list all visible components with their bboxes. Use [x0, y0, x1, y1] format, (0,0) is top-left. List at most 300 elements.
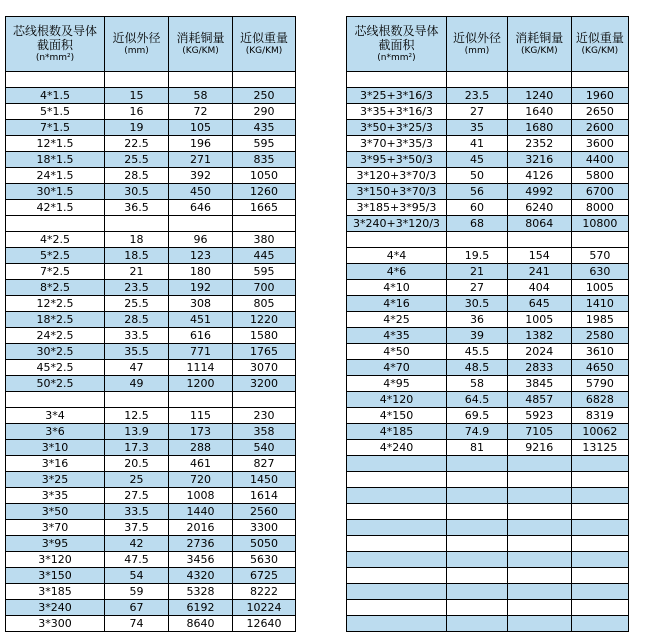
table-row: [347, 568, 629, 584]
cell-weight: 250: [233, 88, 296, 104]
cell-conductor-section: [347, 456, 447, 472]
cell-weight: 1050: [233, 168, 296, 184]
cell-outer-diameter: 28.5: [105, 312, 169, 328]
cell-copper-usage: 4320: [169, 568, 233, 584]
cell-outer-diameter: [105, 392, 169, 408]
table-row: [6, 552, 296, 568]
cell-outer-diameter: 60: [446, 200, 507, 216]
cell-copper-usage: 5328: [169, 584, 233, 600]
header-conductor-line1: 芯线根数及导体: [12, 24, 97, 38]
cell-weight: 1614: [233, 488, 296, 504]
table-row: [6, 584, 296, 600]
cell-copper-usage: 6192: [169, 600, 233, 616]
cell-weight: 3610: [571, 344, 628, 360]
cell-conductor-section: 3*4: [6, 408, 105, 424]
cell-outer-diameter: 28.5: [105, 168, 169, 184]
table-row: [6, 296, 296, 312]
header-weight-label: 近似重量: [239, 31, 288, 45]
cell-conductor-section: 3*35: [6, 488, 105, 504]
cell-copper-usage: 9216: [507, 440, 571, 456]
cell-weight: 10800: [571, 216, 628, 232]
cell-outer-diameter: [446, 600, 507, 616]
cell-copper-usage: 4857: [507, 392, 571, 408]
table-row: [6, 456, 296, 472]
cell-outer-diameter: 49: [105, 376, 169, 392]
cell-outer-diameter: 25: [105, 472, 169, 488]
table-row: [347, 312, 629, 328]
header-copper-usage: [507, 17, 571, 72]
header-conductor-unit: (n*mm²): [35, 53, 75, 63]
table-row: [6, 104, 296, 120]
cell-conductor-section: 8*2.5: [6, 280, 105, 296]
table-row: [6, 344, 296, 360]
cell-weight: 4650: [571, 360, 628, 376]
header-weight-label: 近似重量: [575, 31, 624, 45]
cell-conductor-section: 3*95+3*50/3: [347, 152, 447, 168]
cell-conductor-section: 3*185+3*95/3: [347, 200, 447, 216]
table-row: [6, 216, 296, 232]
cell-outer-diameter: 74: [105, 616, 169, 632]
cell-weight: 4400: [571, 152, 628, 168]
cell-conductor-section: 5*1.5: [6, 104, 105, 120]
cell-weight: 3300: [233, 520, 296, 536]
table-row: [347, 200, 629, 216]
table-row: [347, 584, 629, 600]
cell-copper-usage: 450: [169, 184, 233, 200]
cell-weight: [571, 520, 628, 536]
cell-outer-diameter: 45.5: [446, 344, 507, 360]
cell-outer-diameter: 18.5: [105, 248, 169, 264]
cell-outer-diameter: 15: [105, 88, 169, 104]
cell-outer-diameter: 13.9: [105, 424, 169, 440]
cell-copper-usage: 7105: [507, 424, 571, 440]
cell-conductor-section: 18*2.5: [6, 312, 105, 328]
cell-weight: 1005: [571, 280, 628, 296]
cell-copper-usage: 1005: [507, 312, 571, 328]
cell-weight: [233, 392, 296, 408]
cell-conductor-section: 3*6: [6, 424, 105, 440]
cell-copper-usage: 2352: [507, 136, 571, 152]
table-row: [6, 312, 296, 328]
table-row: [6, 264, 296, 280]
table-row: [6, 232, 296, 248]
cell-weight: [233, 72, 296, 88]
cell-outer-diameter: 67: [105, 600, 169, 616]
cell-conductor-section: [347, 472, 447, 488]
cell-weight: 1665: [233, 200, 296, 216]
cell-conductor-section: 7*2.5: [6, 264, 105, 280]
cell-weight: 805: [233, 296, 296, 312]
cell-weight: 3070: [233, 360, 296, 376]
cell-outer-diameter: 36.5: [105, 200, 169, 216]
table-row: [347, 264, 629, 280]
header-conductor-section: [6, 17, 105, 72]
header-copper-label: 消耗铜量: [515, 31, 564, 45]
cell-weight: 6828: [571, 392, 628, 408]
table-row: [6, 280, 296, 296]
cell-conductor-section: 3*25: [6, 472, 105, 488]
table-row: [347, 88, 629, 104]
header-outer-diameter: [105, 17, 169, 72]
cell-outer-diameter: 18: [105, 232, 169, 248]
cell-weight: [233, 216, 296, 232]
header-diameter-label: 近似外径: [452, 31, 501, 45]
cell-copper-usage: 1200: [169, 376, 233, 392]
cell-weight: [571, 472, 628, 488]
table-row: [6, 472, 296, 488]
cell-conductor-section: [347, 536, 447, 552]
cell-copper-usage: 2016: [169, 520, 233, 536]
cell-outer-diameter: [446, 584, 507, 600]
cell-copper-usage: [169, 216, 233, 232]
cell-outer-diameter: [446, 472, 507, 488]
table-row: [347, 520, 629, 536]
cell-copper-usage: 271: [169, 152, 233, 168]
cell-copper-usage: 3456: [169, 552, 233, 568]
cell-copper-usage: 96: [169, 232, 233, 248]
cell-weight: 10224: [233, 600, 296, 616]
cell-weight: 1450: [233, 472, 296, 488]
cell-outer-diameter: 16: [105, 104, 169, 120]
cell-outer-diameter: 56: [446, 184, 507, 200]
cell-conductor-section: 4*25: [347, 312, 447, 328]
cell-conductor-section: 45*2.5: [6, 360, 105, 376]
cell-conductor-section: 4*16: [347, 296, 447, 312]
cell-outer-diameter: 39: [446, 328, 507, 344]
cell-copper-usage: 6240: [507, 200, 571, 216]
table-row: [6, 152, 296, 168]
cell-copper-usage: 58: [169, 88, 233, 104]
table-row: [6, 520, 296, 536]
cell-conductor-section: [6, 72, 105, 88]
cell-copper-usage: 3845: [507, 376, 571, 392]
cell-outer-diameter: 47.5: [105, 552, 169, 568]
cell-copper-usage: [507, 472, 571, 488]
header-diameter-label: 近似外径: [112, 31, 161, 45]
cell-weight: [571, 232, 628, 248]
cell-copper-usage: [507, 600, 571, 616]
cell-outer-diameter: 33.5: [105, 504, 169, 520]
cell-outer-diameter: 69.5: [446, 408, 507, 424]
cell-weight: 570: [571, 248, 628, 264]
cell-outer-diameter: 81: [446, 440, 507, 456]
cell-outer-diameter: 21: [105, 264, 169, 280]
cell-copper-usage: 4126: [507, 168, 571, 184]
cell-copper-usage: 180: [169, 264, 233, 280]
cell-conductor-section: 4*150: [347, 408, 447, 424]
cell-weight: [571, 504, 628, 520]
cell-weight: 3200: [233, 376, 296, 392]
cell-weight: 2580: [571, 328, 628, 344]
table-row: [347, 536, 629, 552]
cell-copper-usage: 288: [169, 440, 233, 456]
cell-weight: 1960: [571, 88, 628, 104]
cell-weight: 8222: [233, 584, 296, 600]
cell-conductor-section: [347, 72, 447, 88]
table-row: [6, 360, 296, 376]
table-row: [347, 424, 629, 440]
cell-weight: 1410: [571, 296, 628, 312]
cell-copper-usage: 451: [169, 312, 233, 328]
table-row: [347, 600, 629, 616]
cell-weight: 8319: [571, 408, 628, 424]
cell-outer-diameter: 12.5: [105, 408, 169, 424]
header-conductor-line2: 截面积: [378, 38, 415, 52]
cell-weight: 2650: [571, 104, 628, 120]
cell-copper-usage: 8064: [507, 216, 571, 232]
cell-conductor-section: 30*1.5: [6, 184, 105, 200]
header-copper-usage: [169, 17, 233, 72]
cell-copper-usage: 1114: [169, 360, 233, 376]
table-row: [6, 616, 296, 632]
cell-conductor-section: 3*25+3*16/3: [347, 88, 447, 104]
cell-conductor-section: [347, 568, 447, 584]
table-row: [347, 328, 629, 344]
table-row: [6, 488, 296, 504]
table-row: [6, 184, 296, 200]
cell-copper-usage: 1008: [169, 488, 233, 504]
cell-conductor-section: 3*240: [6, 600, 105, 616]
cell-outer-diameter: [446, 232, 507, 248]
cell-outer-diameter: 74.9: [446, 424, 507, 440]
cell-outer-diameter: 19: [105, 120, 169, 136]
cell-weight: 3600: [571, 136, 628, 152]
cell-copper-usage: 2024: [507, 344, 571, 360]
cell-copper-usage: 1640: [507, 104, 571, 120]
cell-outer-diameter: 30.5: [105, 184, 169, 200]
cell-outer-diameter: 30.5: [446, 296, 507, 312]
cell-weight: 6725: [233, 568, 296, 584]
cell-weight: 5800: [571, 168, 628, 184]
cell-outer-diameter: [446, 504, 507, 520]
cell-weight: 700: [233, 280, 296, 296]
cell-conductor-section: 4*10: [347, 280, 447, 296]
cell-weight: [571, 456, 628, 472]
cell-outer-diameter: 22.5: [105, 136, 169, 152]
cell-copper-usage: [507, 456, 571, 472]
cell-conductor-section: 4*70: [347, 360, 447, 376]
cell-weight: 540: [233, 440, 296, 456]
table-row: [347, 360, 629, 376]
cell-conductor-section: 4*6: [347, 264, 447, 280]
cell-conductor-section: [347, 520, 447, 536]
table-row: [347, 408, 629, 424]
right-table-body: [347, 72, 629, 632]
cell-weight: 2600: [571, 120, 628, 136]
cell-copper-usage: 616: [169, 328, 233, 344]
cell-conductor-section: 18*1.5: [6, 152, 105, 168]
cell-copper-usage: [507, 520, 571, 536]
cell-outer-diameter: 19.5: [446, 248, 507, 264]
cell-outer-diameter: [446, 536, 507, 552]
cell-outer-diameter: 21: [446, 264, 507, 280]
cell-conductor-section: 4*35: [347, 328, 447, 344]
header-copper-label: 消耗铜量: [176, 31, 225, 45]
cell-weight: 835: [233, 152, 296, 168]
cell-weight: 2560: [233, 504, 296, 520]
cell-conductor-section: 3*240+3*120/3: [347, 216, 447, 232]
cell-weight: 1220: [233, 312, 296, 328]
cell-copper-usage: 720: [169, 472, 233, 488]
cell-outer-diameter: 42: [105, 536, 169, 552]
cell-conductor-section: 50*2.5: [6, 376, 105, 392]
table-row: [6, 72, 296, 88]
table-row: [347, 616, 629, 632]
header-conductor-unit: (n*mm²): [377, 53, 416, 63]
cell-outer-diameter: [446, 616, 507, 632]
table-row: [347, 440, 629, 456]
cell-conductor-section: [6, 216, 105, 232]
cell-outer-diameter: [446, 456, 507, 472]
cell-conductor-section: 4*185: [347, 424, 447, 440]
cell-conductor-section: 24*2.5: [6, 328, 105, 344]
cell-conductor-section: 3*150: [6, 568, 105, 584]
cell-outer-diameter: 25.5: [105, 152, 169, 168]
table-row: [347, 168, 629, 184]
cell-outer-diameter: 68: [446, 216, 507, 232]
cell-conductor-section: 4*240: [347, 440, 447, 456]
cell-outer-diameter: 23.5: [446, 88, 507, 104]
cell-copper-usage: 105: [169, 120, 233, 136]
cell-weight: 1985: [571, 312, 628, 328]
cell-copper-usage: 72: [169, 104, 233, 120]
header-outer-diameter: [446, 17, 507, 72]
header-weight-unit: (KG/KM): [581, 46, 619, 56]
cell-weight: [571, 488, 628, 504]
cell-weight: 630: [571, 264, 628, 280]
cell-outer-diameter: 27.5: [105, 488, 169, 504]
cell-conductor-section: 4*95: [347, 376, 447, 392]
header-conductor-section: [347, 17, 447, 72]
table-row: [6, 168, 296, 184]
cell-weight: [571, 536, 628, 552]
table-row: [347, 104, 629, 120]
cell-weight: 290: [233, 104, 296, 120]
cell-conductor-section: 3*120: [6, 552, 105, 568]
table-row: [6, 536, 296, 552]
cell-conductor-section: 3*185: [6, 584, 105, 600]
cell-conductor-section: 3*50+3*25/3: [347, 120, 447, 136]
cell-conductor-section: 3*70+3*35/3: [347, 136, 447, 152]
cell-copper-usage: 1382: [507, 328, 571, 344]
header-copper-unit: (KG/KM): [182, 46, 219, 56]
cell-conductor-section: [347, 552, 447, 568]
header-weight: [571, 17, 628, 72]
cell-weight: 435: [233, 120, 296, 136]
cell-weight: 595: [233, 264, 296, 280]
cell-copper-usage: [169, 72, 233, 88]
cell-copper-usage: 1680: [507, 120, 571, 136]
cell-conductor-section: 42*1.5: [6, 200, 105, 216]
left-header-row: [6, 17, 296, 72]
cell-weight: [571, 552, 628, 568]
cell-copper-usage: [507, 568, 571, 584]
cell-weight: [571, 616, 628, 632]
left-spec-table: [5, 16, 296, 632]
cell-copper-usage: 154: [507, 248, 571, 264]
table-row: [347, 120, 629, 136]
cell-conductor-section: 7*1.5: [6, 120, 105, 136]
table-row: [6, 328, 296, 344]
cell-copper-usage: 192: [169, 280, 233, 296]
cell-copper-usage: [507, 536, 571, 552]
table-row: [347, 184, 629, 200]
table-row: [347, 552, 629, 568]
cell-outer-diameter: 47: [105, 360, 169, 376]
cell-copper-usage: 5923: [507, 408, 571, 424]
cell-weight: 595: [233, 136, 296, 152]
cell-weight: [571, 72, 628, 88]
table-row: [347, 296, 629, 312]
header-diameter-unit: (mm): [464, 46, 490, 56]
cell-copper-usage: 241: [507, 264, 571, 280]
table-row: [6, 200, 296, 216]
cell-outer-diameter: 41: [446, 136, 507, 152]
cell-copper-usage: 3216: [507, 152, 571, 168]
cell-conductor-section: 30*2.5: [6, 344, 105, 360]
cell-conductor-section: 3*95: [6, 536, 105, 552]
cell-outer-diameter: [446, 488, 507, 504]
cell-copper-usage: 392: [169, 168, 233, 184]
cell-conductor-section: 3*35+3*16/3: [347, 104, 447, 120]
cell-copper-usage: [507, 232, 571, 248]
cell-copper-usage: [169, 392, 233, 408]
cell-conductor-section: 3*120+3*70/3: [347, 168, 447, 184]
table-row: [347, 232, 629, 248]
table-row: [6, 424, 296, 440]
table-row: [347, 488, 629, 504]
header-conductor-line2: 截面积: [36, 38, 73, 52]
cell-weight: 8000: [571, 200, 628, 216]
cell-outer-diameter: 59: [105, 584, 169, 600]
cell-conductor-section: 12*1.5: [6, 136, 105, 152]
cell-conductor-section: [347, 232, 447, 248]
header-weight-unit: (KG/KM): [245, 46, 283, 56]
cell-outer-diameter: [446, 72, 507, 88]
cell-copper-usage: [507, 552, 571, 568]
cell-copper-usage: 1440: [169, 504, 233, 520]
cell-conductor-section: 12*2.5: [6, 296, 105, 312]
header-copper-unit: (KG/KM): [521, 46, 558, 56]
cell-outer-diameter: [446, 552, 507, 568]
header-conductor-line1: 芯线根数及导体: [354, 24, 439, 38]
right-spec-table: [346, 16, 629, 632]
cell-copper-usage: [507, 72, 571, 88]
table-row: [347, 216, 629, 232]
table-row: [6, 504, 296, 520]
cell-copper-usage: 2833: [507, 360, 571, 376]
cell-copper-usage: 196: [169, 136, 233, 152]
table-row: [347, 136, 629, 152]
table-row: [6, 408, 296, 424]
cell-outer-diameter: [105, 72, 169, 88]
cell-weight: 445: [233, 248, 296, 264]
table-row: [347, 344, 629, 360]
cell-weight: [571, 600, 628, 616]
cell-outer-diameter: 27: [446, 280, 507, 296]
cell-conductor-section: 5*2.5: [6, 248, 105, 264]
cell-weight: 6700: [571, 184, 628, 200]
cell-weight: 5050: [233, 536, 296, 552]
cell-weight: 10062: [571, 424, 628, 440]
cell-weight: 13125: [571, 440, 628, 456]
cell-copper-usage: [507, 488, 571, 504]
table-row: [347, 504, 629, 520]
table-row: [6, 568, 296, 584]
table-row: [347, 72, 629, 88]
cell-outer-diameter: 23.5: [105, 280, 169, 296]
table-row: [347, 456, 629, 472]
